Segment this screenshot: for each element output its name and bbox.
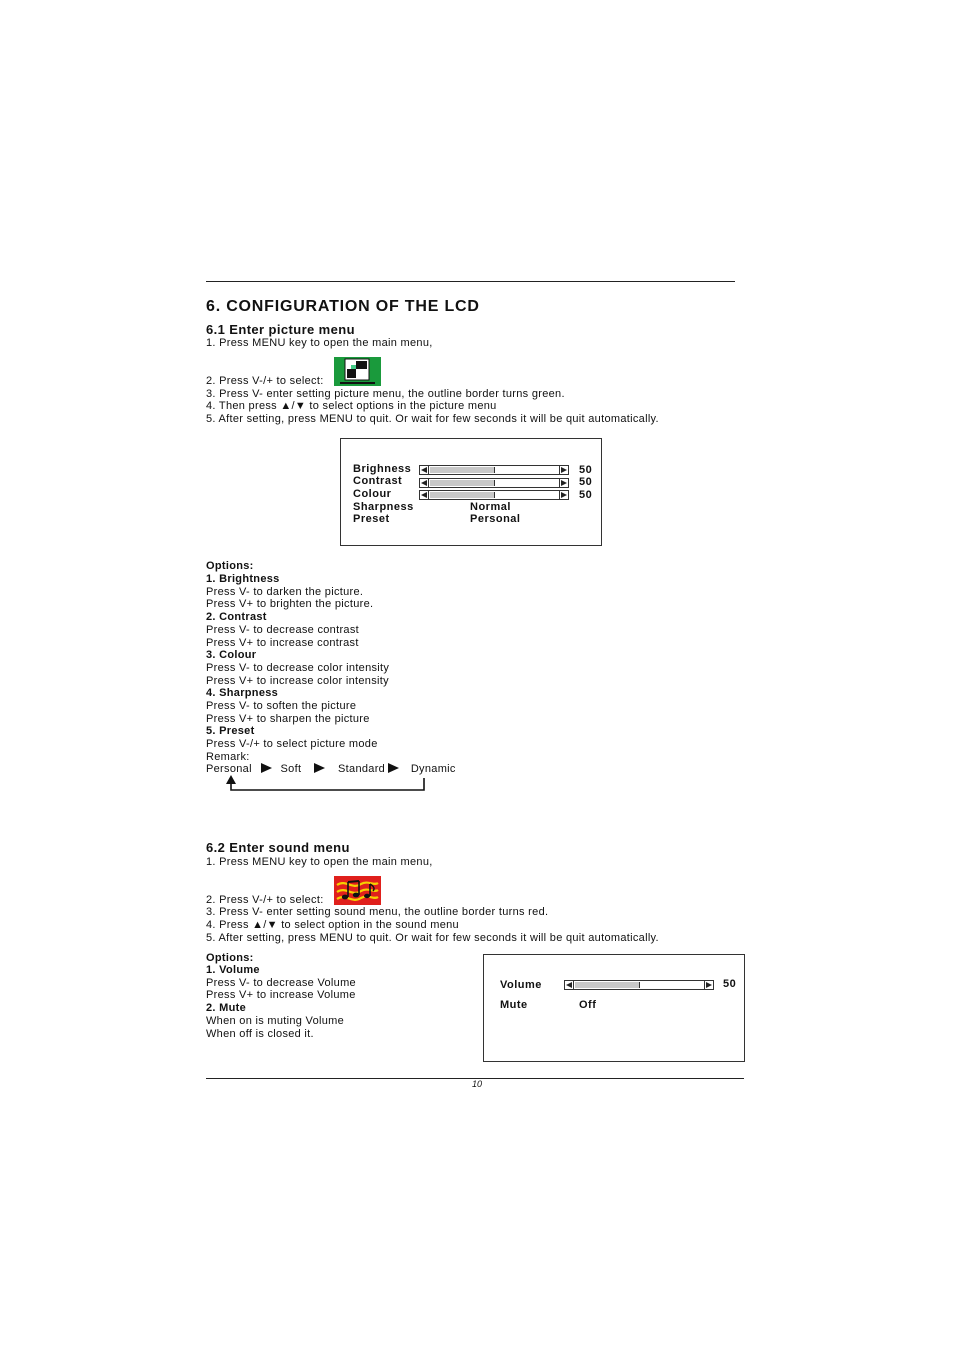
picture-menu-icon [334, 357, 381, 386]
sound-step-4: 4. Press ▲/▼ to select option in the sound menu [206, 919, 459, 931]
option-line: Press V- to decrease contrast [206, 623, 359, 636]
volume-slider[interactable] [564, 980, 714, 990]
mute-label: Mute [500, 999, 528, 1011]
brightness-value: 50 [579, 464, 593, 476]
option-title: 1. Brightness [206, 573, 280, 585]
colour-label: Colour [353, 488, 392, 500]
slider-left-arrow-icon [421, 492, 427, 498]
mode-soft: Soft [280, 763, 302, 775]
slider-right-arrow-icon [706, 982, 712, 988]
picture-options-list [206, 573, 389, 764]
option-line: When off is closed it. [206, 1027, 314, 1040]
option-line: When on is muting Volume [206, 1014, 345, 1027]
slider-left-arrow-icon [421, 467, 427, 473]
contrast-value: 50 [579, 476, 593, 488]
volume-value: 50 [723, 978, 737, 990]
option-title: 1. Volume [206, 964, 260, 976]
arrow-right-icon [314, 763, 325, 773]
picture-options-title: Options: [206, 560, 254, 572]
sound-menu-box [483, 954, 745, 1062]
cycle-return-arrow-icon [222, 774, 428, 794]
picture-step-4: 4. Then press ▲/▼ to select options in the picture menu [206, 400, 497, 412]
option-title: 4. Sharpness [206, 687, 279, 700]
mode-dynamic: Dynamic [410, 763, 456, 775]
contrast-slider[interactable] [419, 478, 569, 488]
sharpness-value[interactable]: Normal [470, 501, 511, 513]
slider-right-arrow-icon [561, 480, 567, 486]
preset-label: Preset [353, 513, 390, 525]
top-rule [206, 281, 735, 282]
option-title: 5. Preset [206, 725, 255, 738]
option-line: Press V- to darken the picture. [206, 585, 364, 598]
option-line: Press V+ to sharpen the picture [206, 712, 370, 725]
arrow-right-icon [388, 763, 399, 773]
sound-step-1: 1. Press MENU key to open the main menu, [206, 856, 433, 868]
slider-left-arrow-icon [421, 480, 427, 486]
option-line: Press V- to decrease Volume [206, 976, 356, 989]
picture-step-2: 2. Press V-/+ to select: [206, 375, 324, 387]
mute-value[interactable]: Off [579, 999, 597, 1011]
picture-step-3: 3. Press V- enter setting picture menu, the outline border turns green. [206, 388, 565, 400]
preset-value[interactable]: Personal [470, 513, 521, 525]
option-line: Press V+ to increase color intensity [206, 674, 389, 687]
option-title: 2. Mute [206, 1002, 246, 1015]
option-line: Press V+ to increase contrast [206, 636, 359, 649]
picture-step-5: 5. After setting, press MENU to quit. Or wait for few seconds it will be quit automatically. [206, 413, 659, 425]
volume-label: Volume [500, 979, 542, 991]
remark-label: Remark: [206, 750, 250, 763]
option-line: Press V+ to brighten the picture. [206, 598, 374, 611]
brightness-label: Brighness [353, 463, 412, 475]
sound-menu-icon [334, 876, 381, 905]
page-number: 10 [471, 1079, 482, 1089]
sharpness-label: Sharpness [353, 501, 414, 513]
option-line: Press V- to decrease color intensity [206, 661, 390, 674]
colour-value: 50 [579, 489, 593, 501]
section-title: 6. CONFIGURATION OF THE LCD [206, 298, 480, 315]
arrow-right-icon [261, 763, 272, 773]
slider-right-arrow-icon [561, 467, 567, 473]
mode-standard: Standard [338, 763, 386, 775]
picture-heading: 6.1 Enter picture menu [206, 322, 355, 337]
picture-menu-box [340, 438, 602, 546]
colour-slider[interactable] [419, 490, 569, 500]
option-title: 2. Contrast [206, 611, 267, 624]
option-line: Press V-/+ to select picture mode [206, 738, 378, 751]
option-line: Press V- to soften the picture [206, 700, 357, 713]
sound-step-3: 3. Press V- enter setting sound menu, the outline border turns red. [206, 906, 549, 918]
sound-step-5: 5. After setting, press MENU to quit. Or wait for few seconds it will be quit automatically. [206, 932, 659, 944]
sound-heading: 6.2 Enter sound menu [206, 840, 350, 855]
option-title: 3. Colour [206, 649, 257, 662]
slider-left-arrow-icon [566, 982, 572, 988]
picture-step-1: 1. Press MENU key to open the main menu, [206, 337, 433, 349]
option-line: Press V+ to increase Volume [206, 989, 356, 1002]
mode-personal: Personal [206, 763, 252, 775]
slider-right-arrow-icon [561, 492, 567, 498]
brightness-slider[interactable] [419, 465, 569, 475]
sound-options-list [206, 964, 356, 1040]
contrast-label: Contrast [353, 475, 403, 487]
sound-step-2: 2. Press V-/+ to select: [206, 894, 324, 906]
sound-options-title: Options: [206, 952, 254, 964]
